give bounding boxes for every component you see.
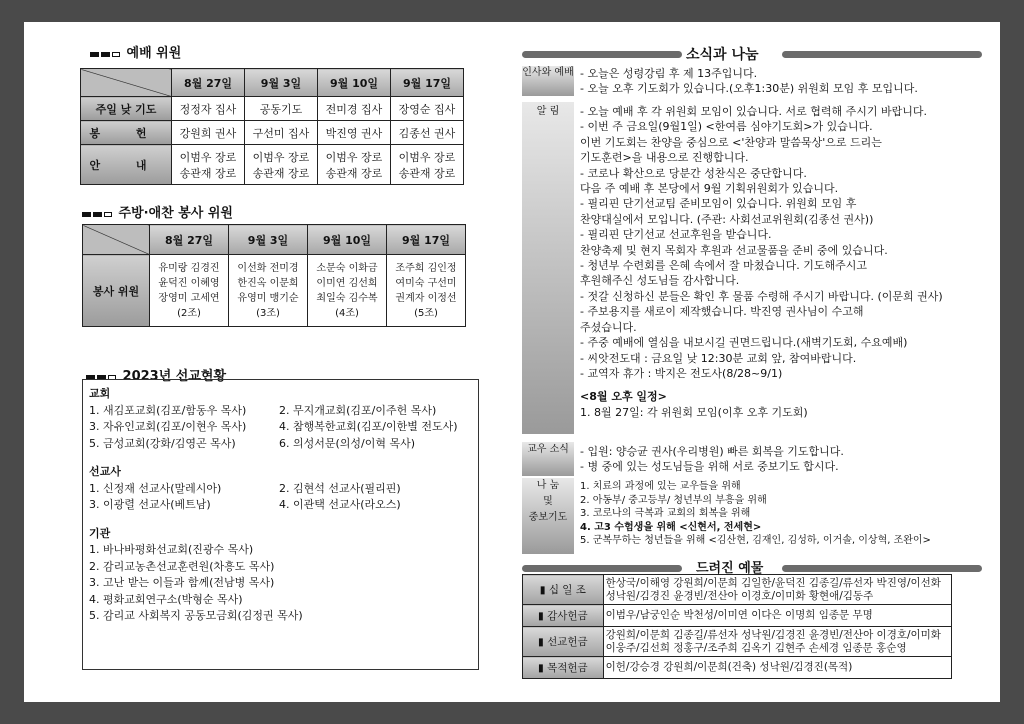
notice-text: - 오늘 예배 후 각 위원회 모임이 있습니다. 서로 협력해 주시기 바랍니다. - 이번 주 금요일(9월1일) <한여름 심야기도회>가 있습니다. 이번 기도회는 찬양을 중심으로 <'찬양과 말씀묵상'으로 드리는 기도훈련>을 내용으로 진행합니다. - 코로나 확산으로 당분간 성찬식은 중단합니다. 다음 주 예배 후 본당에서 9월 기획위원회가 있습니다. - 필리핀 단기선교팀 준비모임이 있습니다. 위원회 모임 후 찬양대실에서 모입니다. (주관: 사회선교위원회(김종선 권사)) - 필리핀 단기선교 선교후원을 받습니다. 찬양축제 및 현지 목회자 후원과 선교물품을 준비 중에 있습니다. - 청년부 수련회를 은혜 속에서 잘 마쳤습니다. 기도해주시고 후원해주신 성도님들 감사합니다. - 젓갈 신청하신 분들은 확인 후 물품 수령해 주시기 바랍니다. (이문희 권사) - 주보용지를 새로이 제작했습니다. 박진영 권사님이 수고해 주셨습니다. - 주중 예배에 열심을 내보시길 권면드립니다.(새벽기도회, 수요예배) - 씨앗전도대 : 금요일 낮 12:30분 교회 앞, 참여바랍니다. - 교역자 휴가 : 박지은 전도사(8/28~9/1) <8월 오후 일정> 1. 8월 27일: 각 위원회 모임(이후 오후 기도회) xyxy=(580,105,943,419)
row-label: 봉사 위원 xyxy=(83,255,150,327)
table-cell: 강원희 권사 xyxy=(172,121,245,145)
list-item: 1. 신정재 선교사(말레시아) 2. 김현석 선교사(필리핀) xyxy=(89,481,401,495)
notice-label: 알 림 xyxy=(522,102,574,434)
list-item: 2. 감리교농촌선교훈련원(차흥도 목사) xyxy=(89,559,275,573)
welcome-text: - 오늘은 성령강림 후 제 13주입니다. - 오늘 오후 기도회가 있습니다.(오후1:30분) 위원회 모임 후 모입니다. xyxy=(580,67,918,96)
date-header: 8월 27일 xyxy=(150,225,229,255)
section-marker-icon xyxy=(90,46,120,61)
table-cell: 공동기도 xyxy=(245,97,318,121)
worship-table xyxy=(80,68,464,185)
mission-section-title: 2023년 선교현황 xyxy=(86,365,226,384)
kitchen-section-title: 주방·애찬 봉사 위원 xyxy=(82,202,233,221)
row-label: 주일 낮 기도 xyxy=(81,97,172,121)
list-item: 3. 이광렬 선교사(베트남) 4. 이관택 선교사(라오스) xyxy=(89,498,401,511)
table-corner xyxy=(81,69,172,97)
table-cell: 유미랑 김경진 윤덕진 이혜영 장영미 고세연 (2조) xyxy=(150,255,229,327)
offering-names: 이헌/강승경 강원희/이문희(건축) 성낙원/김경진(목적) xyxy=(603,657,951,679)
table-cell: 장영순 집사 xyxy=(391,97,464,121)
worship-section-title: 예배 위원 xyxy=(90,42,181,61)
offering-label: ▮ 감사헌금 xyxy=(523,605,604,627)
list-item: 5. 감리교 사회복지 공동모금회(김정권 목사) xyxy=(89,609,303,622)
date-header: 9월 3일 xyxy=(229,225,308,255)
table-cell: 이선화 전미경 한진옥 이문희 유영미 맹기순 (3조) xyxy=(229,255,308,327)
date-header: 9월 17일 xyxy=(387,225,466,255)
list-item: 1. 새김포교회(김포/함동우 목사) 2. 무지개교회(김포/이주헌 목사) xyxy=(89,403,437,417)
table-cell: 이범우 장로 송관재 장로 xyxy=(391,145,464,185)
church-category: 교회 xyxy=(89,387,111,400)
member-label: 교우 소식 xyxy=(522,442,574,476)
table-cell: 이범우 장로 송관재 장로 xyxy=(318,145,391,185)
title-bar-right xyxy=(782,51,982,58)
offering-title: 드려진 예물 xyxy=(696,561,764,576)
news-title: 소식과 나눔 xyxy=(686,47,759,63)
offering-names: 한상국/이해영 강원희/이문희 김일한/윤덕진 김종길/류선자 박진영/이선화 성낙원/김경진 윤경빈/전산아 이경호/이미화 황현애/김동주 xyxy=(603,575,951,605)
list-item: 3. 자유인교회(김포/이현우 목사) 4. 참행복한교회(김포/이한별 전도사) xyxy=(89,420,458,433)
list-item: 4. 평화교회연구소(박형순 목사) xyxy=(89,592,243,606)
prayer-text: 1. 치료의 과정에 있는 교우들을 위해 2. 아동부/ 중고등부/ 청년부의 부흥을 위해 3. 코로나의 극복과 교회의 회복을 위해 4. 고3 수험생을 위해 <신현서, 전세현> 5. 군복무하는 청년들을 위해 <김산현, 김재인, 김성하, 이거솔, 이상혁, 조완이> xyxy=(580,481,931,546)
welcome-label: 인사와 예배 xyxy=(522,66,574,96)
table-cell: 소문숙 이화금 이미연 김선희 최일숙 김수복 (4조) xyxy=(308,255,387,327)
prayer-label: 나 눔 및 중보기도 xyxy=(522,478,574,554)
org-category: 기관 xyxy=(89,526,111,540)
title-bar-left xyxy=(522,51,682,58)
offering-names: 이범우/남궁인순 박천성/이미연 이다은 이명희 임종문 무명 xyxy=(603,605,951,627)
list-item: 5. 금성교회(강화/김영곤 목사) 6. 의성서문(의성/이혁 목사) xyxy=(89,436,416,450)
date-header: 9월 10일 xyxy=(308,225,387,255)
table-cell: 김종선 권사 xyxy=(391,121,464,145)
date-header: 9월 17일 xyxy=(391,69,464,97)
offering-label: ▮ 십 일 조 xyxy=(523,575,604,605)
row-label: 안 내 xyxy=(81,145,172,185)
table-cell: 이범우 장로 송관재 장로 xyxy=(172,145,245,185)
offering-names: 강원희/이문희 김종길/류선자 성낙원/김경진 윤경빈/전산아 이경호/이미화 이웅주/김선희 정홍구/조주희 김옥기 김현주 손세경 임종문 홍순영 xyxy=(603,627,951,657)
member-text: - 입원: 양승균 권사(우리병원) 빠른 회복을 기도합니다. - 병 중에 있는 성도님들을 위해 서로 중보기도 합시다. xyxy=(580,445,844,474)
bulletin-page xyxy=(24,22,1000,702)
table-cell: 이범우 장로 송관재 장로 xyxy=(245,145,318,185)
kitchen-table xyxy=(82,224,466,327)
list-item: 1. 바나바평화선교회(진광수 목사) xyxy=(89,543,254,556)
missionary-category: 선교사 xyxy=(89,465,121,478)
date-header: 9월 10일 xyxy=(318,69,391,97)
table-corner xyxy=(83,225,150,255)
title-bar-left xyxy=(522,565,682,572)
table-cell: 구선미 집사 xyxy=(245,121,318,145)
mission-box xyxy=(82,379,479,670)
section-marker-icon xyxy=(82,206,112,221)
title-bar-right xyxy=(782,565,982,572)
table-cell: 전미경 집사 xyxy=(318,97,391,121)
row-label: 봉 헌 xyxy=(81,121,172,145)
table-cell: 정정자 집사 xyxy=(172,97,245,121)
offering-label: ▮ 선교헌금 xyxy=(523,627,604,657)
table-cell: 조주희 김인정 여미숙 구선미 권계자 이정선 (5조) xyxy=(387,255,466,327)
list-item: 3. 고난 받는 이들과 함께(전남병 목사) xyxy=(89,576,275,589)
offering-label: ▮ 목적헌금 xyxy=(523,657,604,679)
date-header: 8월 27일 xyxy=(172,69,245,97)
table-cell: 박진영 권사 xyxy=(318,121,391,145)
offering-table xyxy=(522,574,952,679)
date-header: 9월 3일 xyxy=(245,69,318,97)
